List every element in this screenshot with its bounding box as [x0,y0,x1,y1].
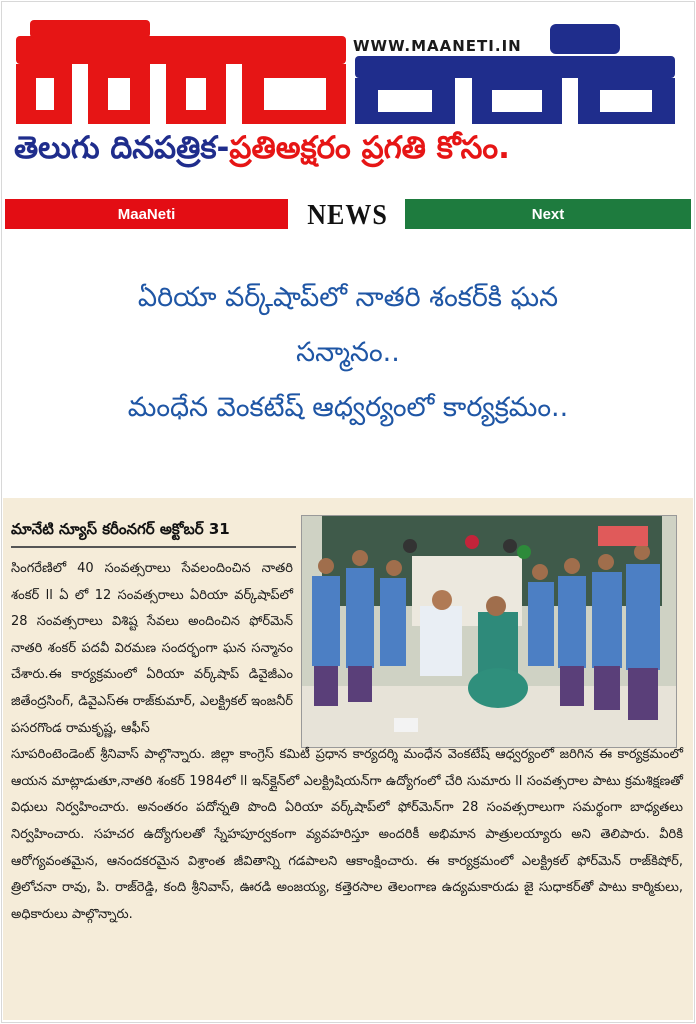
byline: మానేటి న్యూస్ కరీంనగర్ అక్టోబర్ 31 [11,520,296,548]
article-body [11,556,683,928]
article-side-text: సింగరేణిలో 40 సంవత్సరాలు సేవలందించిన నాతరి శంకర్ ll ఏ లో 12 సంవత్సరాలు ఏరియా వర్క్‌షాప్‌లో 28 సంవత్సరాలు విశిష్ట సేవలు అందించిన ఫోర్‌మెన్ నాతరి శంకర్ పదవీ విరమణ సందర్భంగా ఘన సన్మానం చేశారు.ఈ కార్యక్రమంలో ఏరియా వర్క్‌షాప్ డివైజీఎం జితేంద్రసింగ్, డివైఎస్ఈ రాజ్‌కుమార్, ఎలక్ట్రికల్ ఇంజనీర్ పసరగొండ రామకృష్ణ, ఆఫీస్ [11,561,293,736]
tagline-part1: తెలుగు దినపత్రిక- [14,130,230,166]
headline-line-2: సన్మానం.. [296,337,400,368]
maaneti-logo [10,18,686,130]
maaneti-button[interactable]: MaaNeti [5,199,288,229]
headline-line-1: ఏరియా వర్క్‌షాప్‌లో నాతరి శంకర్‌కి ఘన [137,282,559,313]
nav-bar [0,199,696,231]
headline-line-3: మంధేన వెంకటేష్ ఆధ్వర్యంలో కార్యక్రమం.. [127,392,569,423]
website-url[interactable]: WWW.MAANETI.IN [353,37,522,55]
tagline-part2: ప్రతిఅక్షరం ప్రగతి కోసం. [229,130,510,166]
news-label: NEWS [307,198,388,231]
article-full-text: సూపరింటెండెంట్ శ్రీనివాస్ పాల్గొన్నారు. జిల్లా కాంగ్రెస్ కమిటీ ప్రధాన కార్యదర్శి మంధేన వెంకటేష్ ఆధ్వర్యంలో జరిగిన ఈ కార్యక్రమంలో ఆయన మాట్లాడుతూ,నాతరి శంకర్ 1984లో ll ఇన్‌క్లైన్‌లో ఎలక్ట్రిషియన్‌గా ఉద్యోగంలో చేరి సుమారు ll సంవత్సరాల పాటు క్రమశిక్షణతో విధులు నిర్వహించారు. అనంతరం పదోన్నతి పొంది ఏరియా వర్క్‌షాప్‌లో ఫోర్‌మెన్‌గా 28 సంవత్సరాలుగా సమర్థంగా బాధ్యతలు నిర్వహించారు. సహచర ఉద్యోగులతో స్నేహపూర్వకంగా వ్యవహరిస్తూ అందరికీ అభిమాన పాత్రులయ్యారు అని తెలిపారు. వీరికి ఆరోగ్యవంతమైన, ఆనందకరమైన విశ్రాంత జీవితాన్ని గడపాలని ఆకాంక్షించారు. ఈ కార్యక్రమంలో ఎలక్ట్రికల్ ఫోర్‌మెన్ రాజ్‌కిషోర్, త్రిలోచనా రావు, పి. రాజ్‌రెడ్డి, కంది శ్రీనివాస్, ఊరడి అంజయ్య, కత్తెరసాల తెలంగాణ ఉద్యమకారుడు జై సుధాకర్‌తో పాటు కార్మికులు, అధికారులు పాల్గొన్నారు. [11,747,683,922]
next-button[interactable]: Next [405,199,691,229]
tagline [14,130,684,173]
article [3,498,693,1020]
headline [20,270,676,435]
masthead [0,0,696,190]
